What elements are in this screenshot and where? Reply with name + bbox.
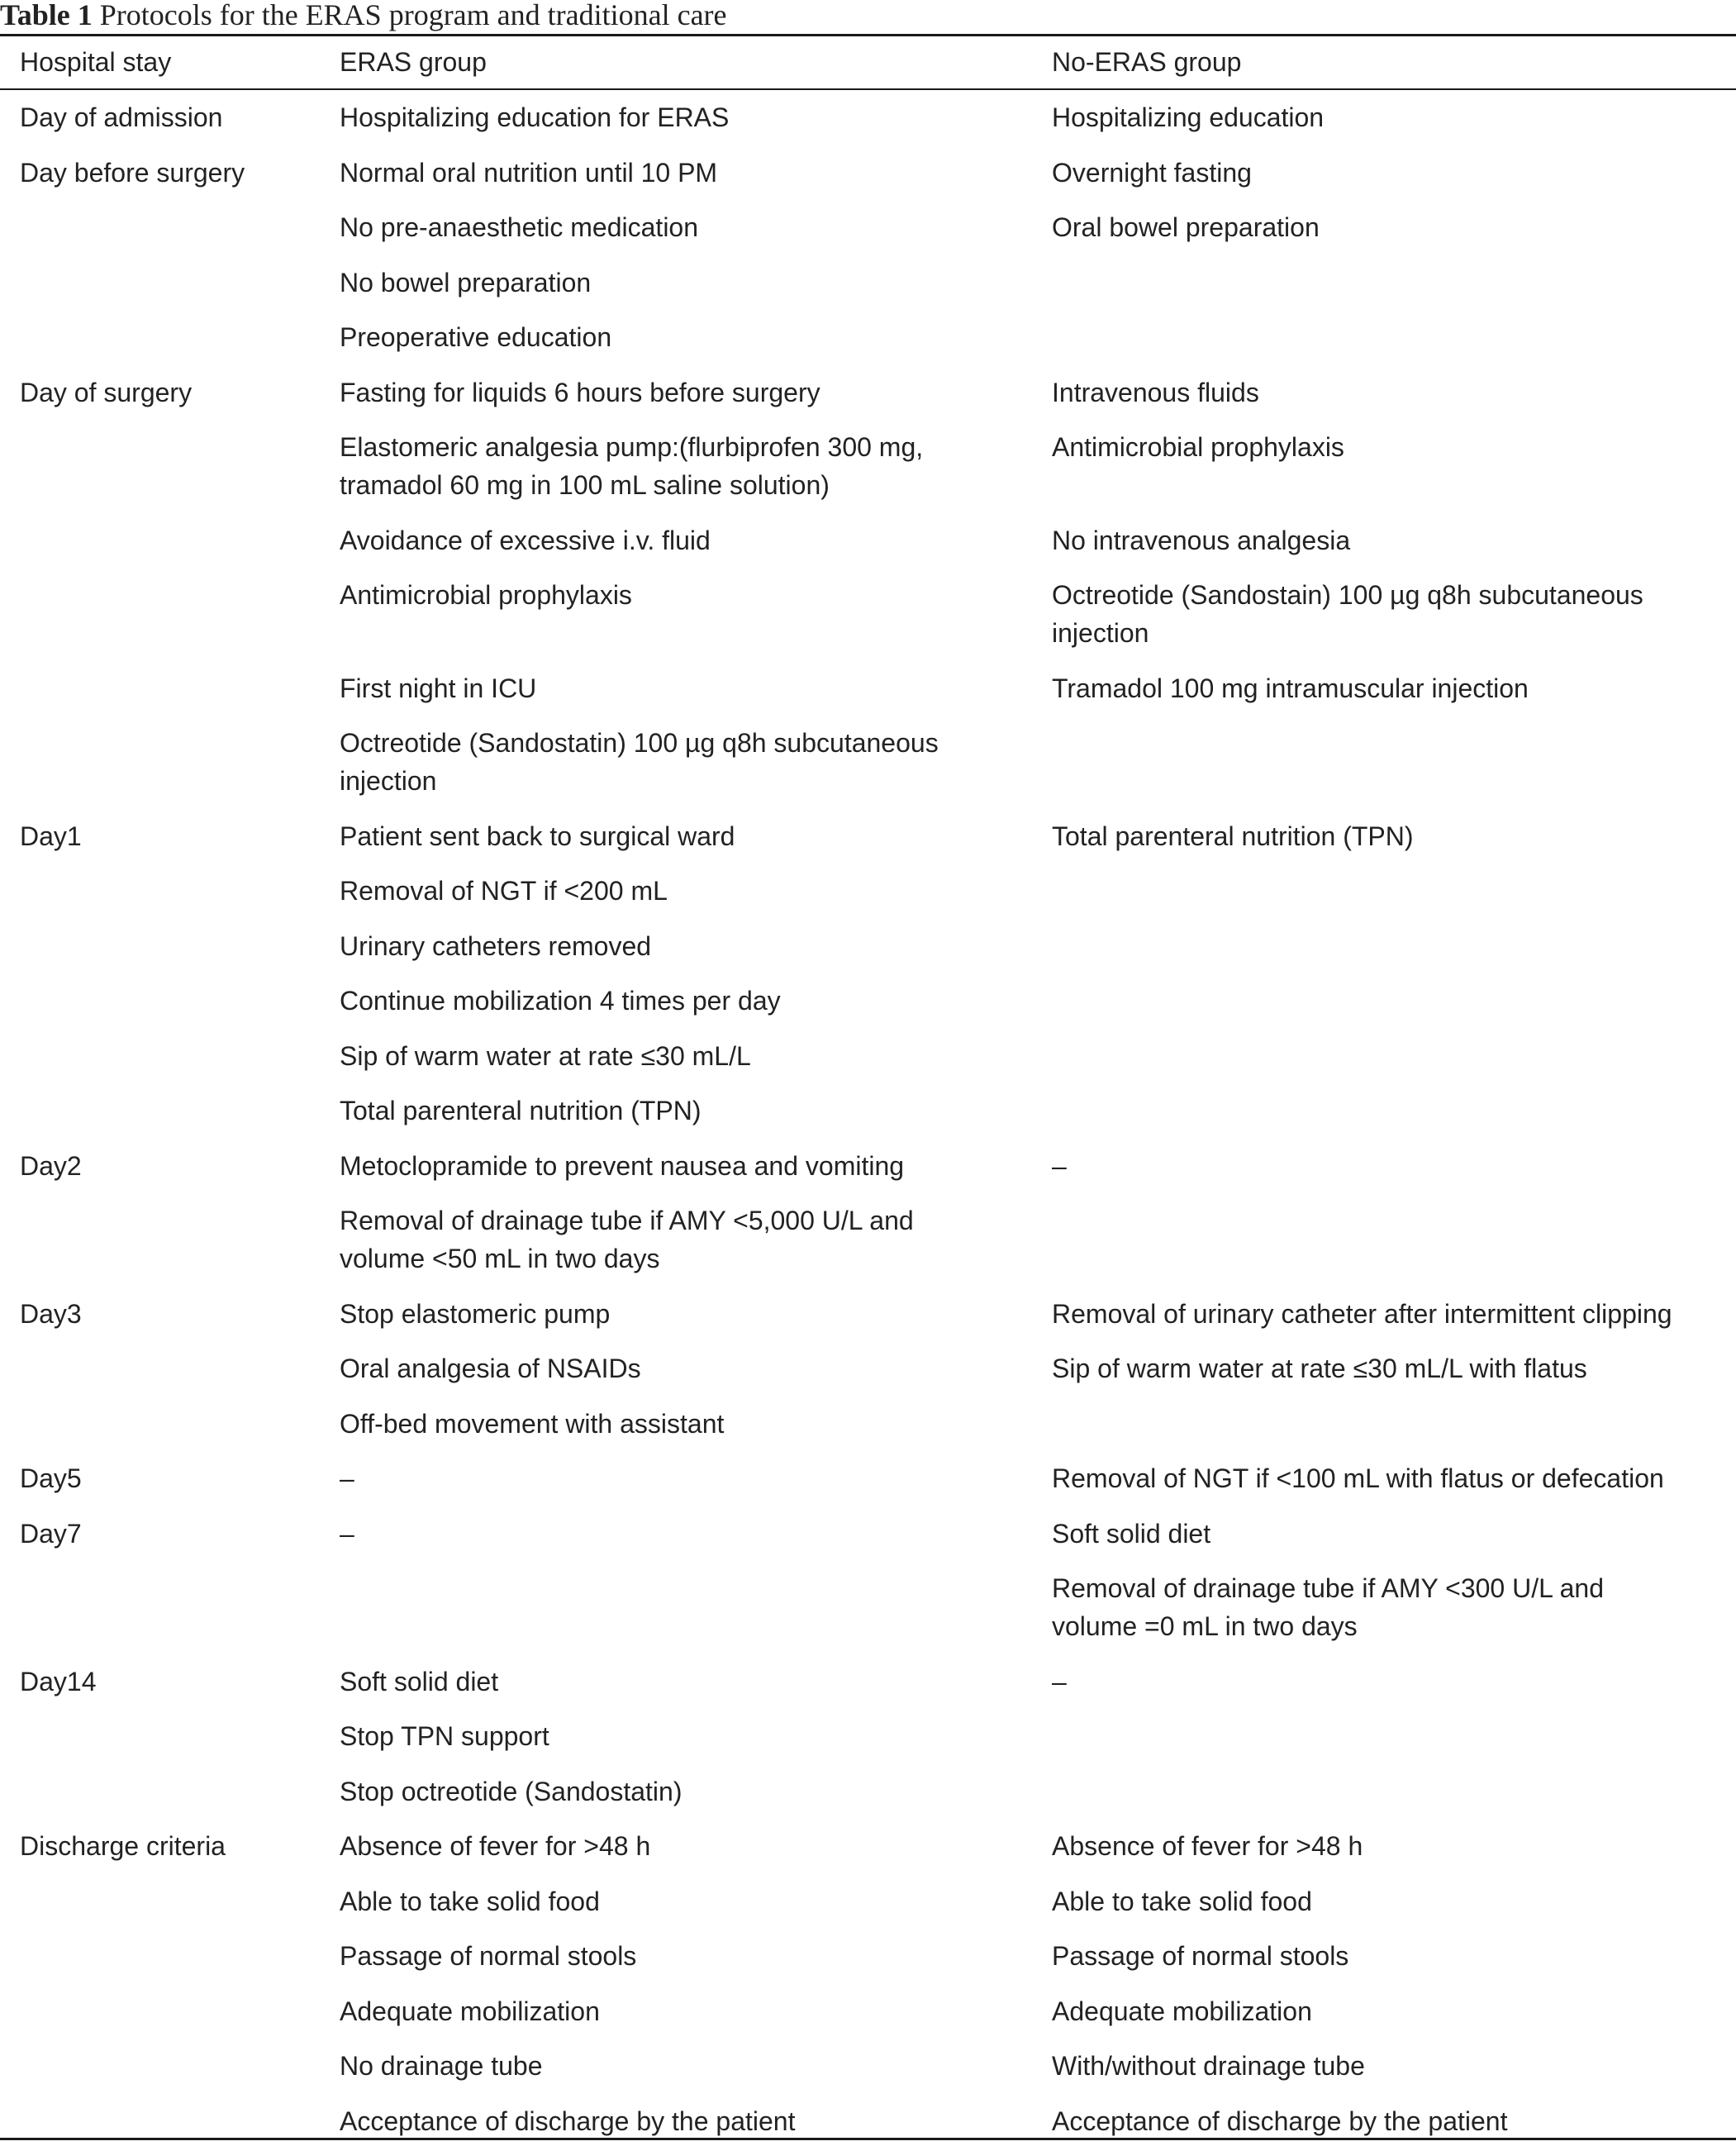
no-eras-cell: Sip of warm water at rate ≤30 mL/L with flatus bbox=[1052, 1354, 1587, 1383]
no-eras-cell: Oral bowel preparation bbox=[1052, 212, 1320, 242]
hospital-stay-cell: Day7 bbox=[20, 1518, 82, 1549]
eras-cell: Urinary catheters removed bbox=[340, 930, 652, 961]
header-no-eras-group: No-ERAS group bbox=[1052, 47, 1242, 77]
no-eras-cell: Removal of drainage tube if AMY <300 U/L and bbox=[1052, 1573, 1604, 1603]
header-eras-group: ERAS group bbox=[340, 47, 487, 77]
eras-cell: Passage of normal stools bbox=[340, 1941, 637, 1971]
eras-cell: Stop elastomeric pump bbox=[340, 1298, 611, 1329]
no-eras-cell: With/without drainage tube bbox=[1052, 2051, 1365, 2081]
eras-cell: – bbox=[340, 1518, 354, 1549]
hospital-stay-cell: Discharge criteria bbox=[20, 1831, 226, 1861]
eras-cell: Total parenteral nutrition (TPN) bbox=[340, 1096, 702, 1125]
caption-text: Protocols for the ERAS program and traditional care bbox=[99, 0, 727, 31]
eras-cell: Elastomeric analgesia pump:(flurbiprofen 300 mg, bbox=[340, 432, 924, 462]
no-eras-cell: Removal of NGT if <100 mL with flatus or defecation bbox=[1052, 1463, 1664, 1493]
no-eras-cell: Adequate mobilization bbox=[1052, 1996, 1312, 2026]
bottom-rule bbox=[0, 2138, 1736, 2140]
no-eras-cell: Acceptance of discharge by the patient bbox=[1052, 2106, 1508, 2136]
eras-cell: Fasting for liquids 6 hours before surgery bbox=[340, 377, 820, 407]
hospital-stay-cell: Day of surgery bbox=[20, 377, 193, 407]
hospital-stay-cell: Day1 bbox=[20, 821, 82, 851]
no-eras-cell: injection bbox=[1052, 618, 1149, 648]
no-eras-cell: Hospitalizing education bbox=[1052, 102, 1325, 132]
eras-cell: Preoperative education bbox=[340, 322, 612, 352]
eras-cell: Acceptance of discharge by the patient bbox=[340, 2106, 796, 2136]
no-eras-cell: – bbox=[1052, 1150, 1067, 1181]
eras-cell: Off-bed movement with assistant bbox=[340, 1408, 725, 1439]
eras-cell: Removal of NGT if <200 mL bbox=[340, 876, 668, 906]
eras-cell: Absence of fever for >48 h bbox=[340, 1831, 651, 1861]
no-eras-cell: Soft solid diet bbox=[1052, 1518, 1211, 1549]
eras-cell: Metoclopramide to prevent nausea and vomiting bbox=[340, 1150, 905, 1181]
eras-cell: No pre-anaesthetic medication bbox=[340, 212, 699, 242]
no-eras-cell: Antimicrobial prophylaxis bbox=[1052, 432, 1344, 462]
eras-cell: No drainage tube bbox=[340, 2051, 543, 2081]
eras-cell: volume <50 mL in two days bbox=[340, 1244, 660, 1273]
no-eras-cell: Octreotide (Sandostain) 100 µg q8h subcutaneous bbox=[1052, 580, 1643, 610]
hospital-stay-cell: Day of admission bbox=[20, 102, 223, 132]
no-eras-cell: Passage of normal stools bbox=[1052, 1941, 1349, 1971]
hospital-stay-cell: Day5 bbox=[20, 1463, 82, 1493]
eras-cell: tramadol 60 mg in 100 mL saline solution) bbox=[340, 470, 830, 500]
eras-cell: Normal oral nutrition until 10 PM bbox=[340, 157, 718, 188]
top-rule bbox=[0, 34, 1736, 36]
no-eras-cell: Absence of fever for >48 h bbox=[1052, 1831, 1363, 1861]
no-eras-cell: Intravenous fluids bbox=[1052, 377, 1259, 407]
eras-cell: Continue mobilization 4 times per day bbox=[340, 986, 781, 1016]
eras-cell: Antimicrobial prophylaxis bbox=[340, 580, 632, 610]
eras-cell: Stop octreotide (Sandostatin) bbox=[340, 1776, 683, 1806]
eras-cell: Octreotide (Sandostatin) 100 µg q8h subcutaneous bbox=[340, 728, 939, 758]
eras-cell: Adequate mobilization bbox=[340, 1996, 600, 2026]
table-caption bbox=[0, 0, 1736, 30]
eras-cell: No bowel preparation bbox=[340, 267, 592, 297]
no-eras-cell: – bbox=[1052, 1666, 1067, 1696]
no-eras-cell: Removal of urinary catheter after intermittent clipping bbox=[1052, 1298, 1672, 1329]
hospital-stay-cell: Day2 bbox=[20, 1150, 82, 1181]
eras-cell: Stop TPN support bbox=[340, 1721, 549, 1751]
header-rule bbox=[0, 88, 1736, 90]
no-eras-cell: Tramadol 100 mg intramuscular injection bbox=[1052, 673, 1529, 703]
header-hospital-stay: Hospital stay bbox=[20, 47, 172, 77]
no-eras-cell: Total parenteral nutrition (TPN) bbox=[1052, 821, 1414, 851]
hospital-stay-cell: Day14 bbox=[20, 1666, 97, 1696]
hospital-stay-cell: Day before surgery bbox=[20, 157, 245, 188]
eras-cell: Avoidance of excessive i.v. fluid bbox=[340, 525, 711, 555]
eras-cell: injection bbox=[340, 766, 437, 796]
no-eras-cell: Overnight fasting bbox=[1052, 157, 1252, 188]
eras-cell: Soft solid diet bbox=[340, 1666, 499, 1696]
eras-cell: Patient sent back to surgical ward bbox=[340, 821, 735, 851]
no-eras-cell: Able to take solid food bbox=[1052, 1886, 1312, 1916]
no-eras-cell: volume =0 mL in two days bbox=[1052, 1611, 1358, 1641]
eras-cell: Hospitalizing education for ERAS bbox=[340, 102, 730, 132]
eras-cell: Able to take solid food bbox=[340, 1886, 600, 1916]
eras-cell: Oral analgesia of NSAIDs bbox=[340, 1354, 641, 1383]
eras-cell: Removal of drainage tube if AMY <5,000 U/L and bbox=[340, 1206, 914, 1235]
hospital-stay-cell: Day3 bbox=[20, 1298, 82, 1329]
eras-cell: First night in ICU bbox=[340, 673, 537, 703]
eras-cell: – bbox=[340, 1463, 354, 1493]
no-eras-cell: No intravenous analgesia bbox=[1052, 525, 1351, 555]
caption-label: Table 1 bbox=[0, 0, 93, 31]
eras-cell: Sip of warm water at rate ≤30 mL/L bbox=[340, 1040, 751, 1071]
